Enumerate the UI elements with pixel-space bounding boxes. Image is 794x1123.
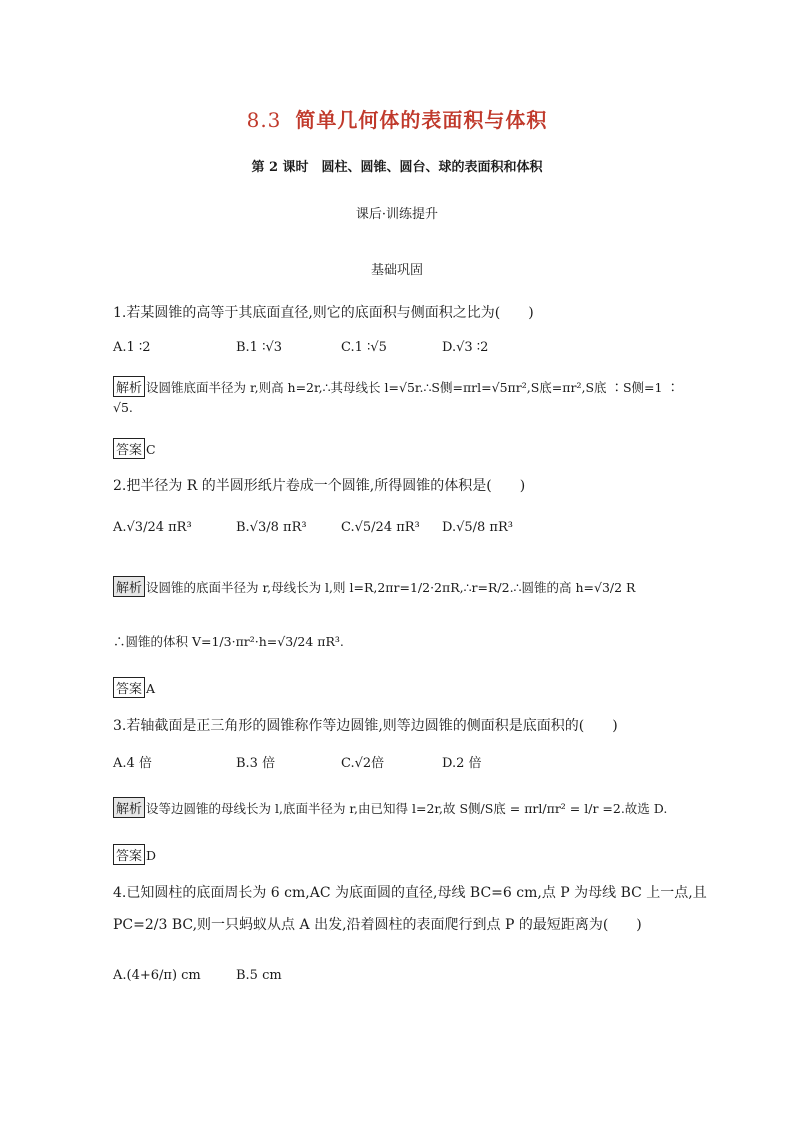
q1-option-b: B.1 ∶√3 xyxy=(236,340,283,355)
q2-option-c: C.√5/24 πR³ xyxy=(341,520,420,535)
q1-answer xyxy=(113,438,156,459)
q3-option-a: A.4 倍 xyxy=(113,756,152,771)
section-title: 简单几何体的表面积与体积 xyxy=(295,108,548,132)
answer-tag: 答案 xyxy=(113,677,145,698)
section-heading xyxy=(0,104,794,133)
q2-option-a: A.√3/24 πR³ xyxy=(113,520,192,535)
q3-solution-line1: 设等边圆锥的母线长为 l,底面半径为 r,由已知得 l=2r,故 S侧/S底 = πrl/πr² = l/r =2.故选 D. xyxy=(146,801,668,816)
q3-answer xyxy=(113,844,156,865)
q2-solution-line2: ∴圆锥的体积 V=1/3·πr²·h=√3/24 πR³. xyxy=(113,634,344,649)
question-4-stem-line2: PC=2/3 BC,则一只蚂蚁从点 A 出发,沿着圆柱的表面爬行到点 P 的最短距离为( ) xyxy=(113,917,642,933)
q2-solution-line1: 设圆锥的底面半径为 r,母线长为 l,则 l=R,2πr=1/2·2πR,∴r=R/2.∴圆锥的高 h=√3/2 R xyxy=(146,580,636,595)
q3-solution xyxy=(113,797,667,818)
q1-option-a: A.1 ∶2 xyxy=(113,340,151,355)
question-2-stem: 2.把半径为 R 的半圆形纸片卷成一个圆锥,所得圆锥的体积是( ) xyxy=(113,478,526,494)
answer-tag: 答案 xyxy=(113,438,145,459)
q2-option-b: B.√3/8 πR³ xyxy=(236,520,307,535)
q1-solution-line1: 设圆锥底面半径为 r,则高 h=2r,∴其母线长 l=√5r.∴S侧=πrl=√5πr²,S底=πr²,S底 ∶S侧=1 ∶ xyxy=(146,380,679,395)
question-3-stem: 3.若轴截面是正三角形的圆锥称作等边圆锥,则等边圆锥的侧面积是底面积的( ) xyxy=(113,718,618,734)
q3-option-c: C.√2倍 xyxy=(341,756,385,771)
q3-option-d: D.2 倍 xyxy=(442,756,482,771)
q2-solution xyxy=(113,576,635,597)
question-4-stem-line1: 4.已知圆柱的底面周长为 6 cm,AC 为底面圆的直径,母线 BC=6 cm,点 P 为母线 BC 上一点,且 xyxy=(113,885,707,901)
q4-option-a: A.(4+6/π) cm xyxy=(113,968,201,983)
q1-solution-line2: √5. xyxy=(113,400,133,415)
analysis-tag: 解析 xyxy=(113,576,145,597)
q2-option-d: D.√5/8 πR³ xyxy=(442,520,513,535)
q1-solution xyxy=(113,376,679,397)
q3-answer-value: D xyxy=(146,848,157,863)
section-number: 8.3 xyxy=(246,108,282,132)
q1-answer-value: C xyxy=(146,442,156,457)
q1-option-d: D.√3 ∶2 xyxy=(442,340,489,355)
q4-option-b: B.5 cm xyxy=(236,968,282,983)
stage-label: 课后·训练提升 xyxy=(355,207,439,222)
q3-option-b: B.3 倍 xyxy=(236,756,276,771)
q1-option-c: C.1 ∶√5 xyxy=(341,340,387,355)
q2-answer-value: A xyxy=(146,681,156,696)
level-label: 基础巩固 xyxy=(370,263,423,278)
analysis-tag: 解析 xyxy=(113,376,145,397)
lesson-title: 第 2 课时 圆柱、圆锥、圆台、球的表面积和体积 xyxy=(251,160,543,175)
question-1-stem: 1.若某圆锥的高等于其底面直径,则它的底面积与侧面积之比为( ) xyxy=(113,305,534,321)
answer-tag: 答案 xyxy=(113,844,145,865)
q2-answer xyxy=(113,677,155,698)
analysis-tag: 解析 xyxy=(113,797,145,818)
